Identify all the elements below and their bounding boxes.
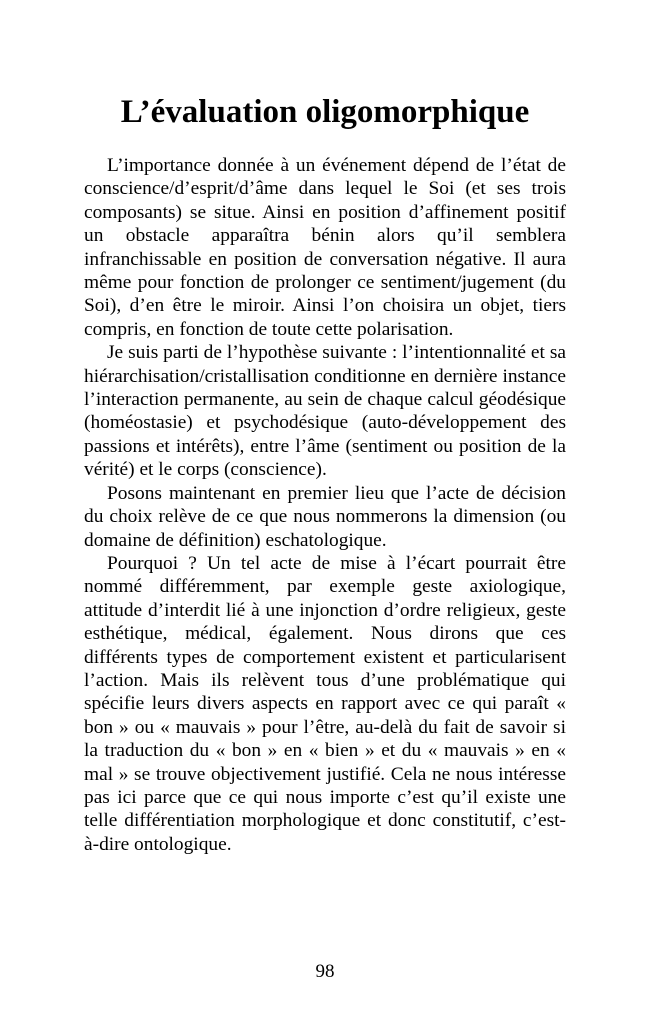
paragraph-2: Je suis parti de l’hypothèse suivante : l’intentionnalité et sa hiérarchisation/cristallisation conditionne en dernière instance l’interaction permanente, au sein de chaque calcul géodésique (homéostasie) et psychodésique (auto-développement des passions et intérêts), entre l’âme (sentiment ou position de la vérité) et le corps (conscience). [84,342,566,481]
paragraph-3: Posons maintenant en premier lieu que l’acte de décision du choix relève de ce que nous nommerons la dimension (ou domaine de définition) eschatologique. [84,482,566,551]
body-text [84,154,566,856]
chapter-title: L’évaluation oligomorphique [120,94,530,130]
paragraph-4: Pourquoi ? Un tel acte de mise à l’écart pourrait être nommé différemment, par exemple geste axiologique, attitude d’interdit lié à une injonction d’ordre religieux, geste esthétique, médical, également. Nous dirons que ces différents types de comportement existent et particularisent l’action. Mais ils relèvent tous d’une problématique qui spécifie leurs divers aspects en rapport avec ce qui paraît « bon » ou « mauvais » pour l’être, au-delà du fait de savoir si la traduction du « bon » en « bien » et du « mauvais » en « mal » se trouve objectivement justifié. Cela ne nous intéresse pas ici parce que ce qui nous importe c’est qu’il existe une telle différentiation morphologique et donc constitutif, c’est-à-dire ontologique. [84,552,566,855]
page-number: 98 [315,961,335,982]
paragraph-1: L’importance donnée à un événement dépend de l’état de conscience/d’esprit/d’âme dans lequel le Soi (et ses trois composants) se situe. Ainsi en position d’affinement positif un obstacle apparaîtra bénin alors qu’il semblera infranchissable en position de conversation négative. Il aura même pour fonction de prolonger ce sentiment/jugement (du Soi), d’en être le miroir. Ainsi l’on choisira un objet, tiers compris, en fonction de toute cette polarisation. [84,155,566,340]
